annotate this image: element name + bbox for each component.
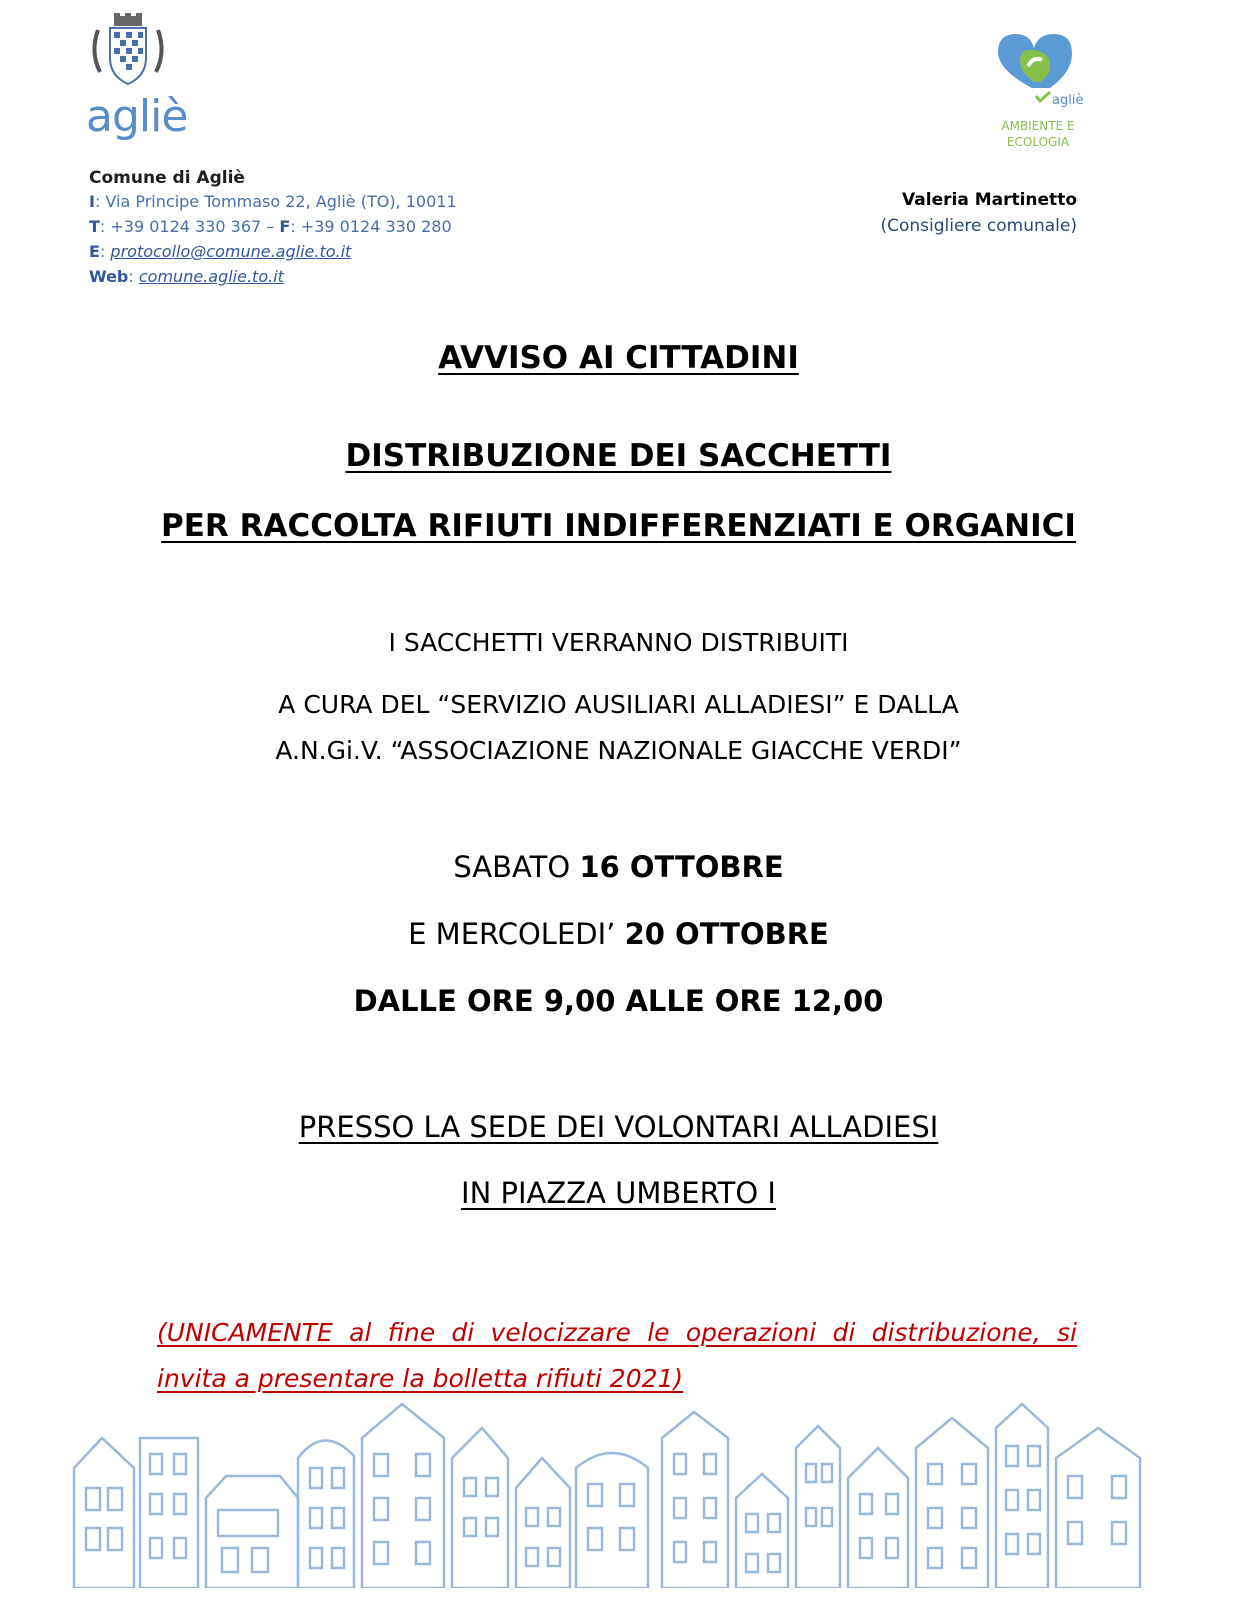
email-link[interactable]: protocollo@comune.aglie.to.it [110,242,352,261]
address-label: I [89,192,95,211]
email-line [89,242,351,261]
subtitle-2-text: PER RACCOLTA RIFIUTI INDIFFERENZIATI E ORGANICI [161,508,1076,544]
house-1 [74,1438,134,1588]
date-1-bold: 16 OTTOBRE [579,850,784,884]
place-2-text: IN PIAZZA UMBERTO I [461,1176,776,1210]
web-separator: : [128,267,139,286]
house-7 [516,1458,570,1588]
houses-illustration [72,1398,1162,1588]
bill-note-text: (UNICAMENTE al fine di velocizzare le operazioni di distribuzione, si invita a presentare la bolletta rifiuti 2021) [157,1318,1077,1393]
distribution-line-1: I SACCHETTI VERRANNO DISTRIBUITI [388,628,849,657]
notice-title [0,340,1237,376]
date-line-1 [0,850,1237,884]
environment-logo-caption [968,118,1108,150]
house-14 [996,1404,1048,1588]
house-9 [662,1412,728,1588]
eco-caption-line2: ECOLOGIA [1006,135,1070,149]
date-2-prefix: E MERCOLEDI’ [408,917,625,951]
address-value: : Via Principe Tommaso 22, Agliè (TO), 10011 [94,192,457,211]
web-label: Web [89,267,129,286]
house-10 [736,1474,788,1588]
date-1-prefix: SABATO [453,850,580,884]
email-label: E [89,242,100,261]
web-line [89,267,284,286]
house-4 [298,1440,354,1588]
date-line-2 [0,917,1237,951]
house-8 [576,1453,648,1588]
distribution-line-3: A.N.Gi.V. “ASSOCIAZIONE NAZIONALE GIACCHE VERDI” [275,736,962,765]
coat-of-arms-icon [86,12,170,90]
environment-logo-icon [990,26,1085,108]
notice-title-text: AVVISO AI CITTADINI [438,340,799,376]
house-3 [206,1476,298,1588]
organization-name: Comune di Agliè [89,168,245,188]
house-11 [796,1426,840,1588]
eco-caption-line1: AMBIENTE E [1001,119,1075,133]
house-15 [1056,1428,1140,1588]
web-link[interactable]: comune.aglie.to.it [138,267,284,286]
notice-subtitle-2 [0,508,1237,544]
place-1-text: PRESSO LA SEDE DEI VOLONTARI ALLADIESI [298,1110,939,1144]
email-separator: : [99,242,111,261]
house-2 [140,1438,198,1588]
fax-value: : +39 0124 330 280 [290,217,452,236]
municipality-logo: agliè [86,91,188,142]
place-line-2 [0,1176,1237,1210]
hours-line: DALLE ORE 9,00 ALLE ORE 12,00 [353,984,884,1018]
house-12 [848,1448,908,1588]
phone-line [89,217,452,236]
distribution-line-2: A CURA DEL “SERVIZIO AUSILIARI ALLADIESI” E DALLA [278,690,959,719]
phone-label: T [89,217,100,236]
subtitle-1-text: DISTRIBUZIONE DEI SACCHETTI [345,438,892,474]
place-line-1 [0,1110,1237,1144]
phone-value: : +39 0124 330 367 – [99,217,280,236]
date-2-bold: 20 OTTOBRE [624,917,829,951]
house-13 [916,1418,988,1588]
fax-label: F [279,217,291,236]
house-6 [452,1428,508,1588]
house-5 [362,1404,444,1588]
notice-subtitle-1 [0,438,1237,474]
address-line [89,192,457,211]
eco-brand: agliè [1052,93,1084,108]
representative-role: (Consigliere comunale) [880,216,1077,236]
representative-name: Valeria Martinetto [902,190,1077,210]
bill-note [157,1310,1077,1402]
